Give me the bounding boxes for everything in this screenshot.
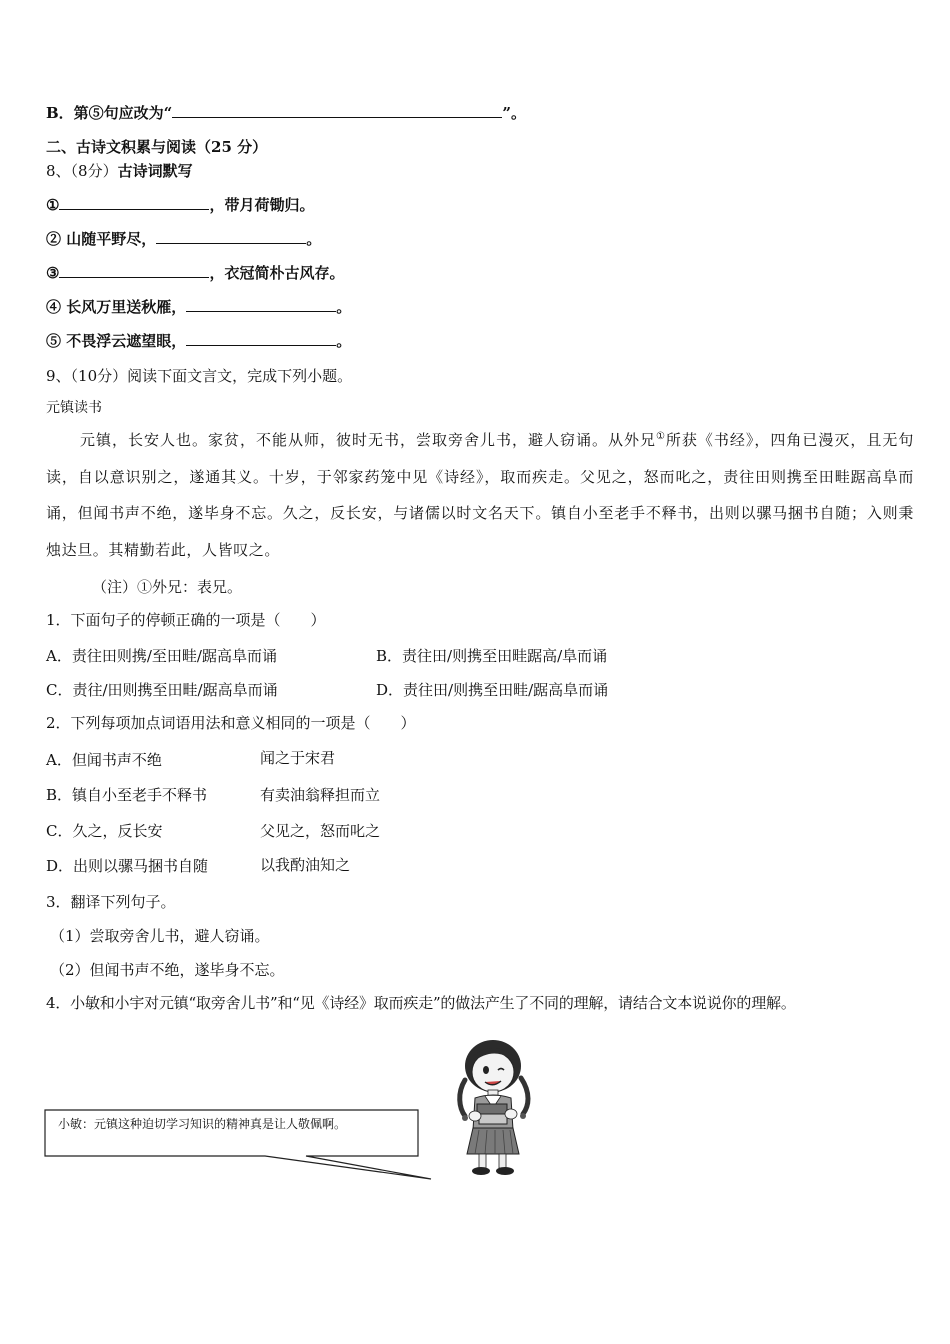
q7-b-prefix: B．第⑤句应改为“ <box>46 104 173 122</box>
q9-number: 9、 <box>46 367 71 385</box>
poem-pre: ① <box>46 196 60 214</box>
girl-illustration <box>455 1038 535 1178</box>
sub2-option-a[interactable]: A．但闻书声不绝 <box>46 751 162 769</box>
q9-header <box>46 366 352 386</box>
poem-pre: ③ <box>46 264 60 282</box>
passage-part-a: 元镇，长安人也。家贫，不能从师，彼时无书，尝取旁舍儿书，避人窃诵。从外兄 <box>80 431 656 449</box>
sub2-option-a-compare: 闻之于宋君 <box>260 749 336 767</box>
sub4-stem: 4．小敏和小宇对元镇“取旁舍儿书”和“见《诗经》取而疾走”的做法产生了不同的理解，请结合文本说说你的理解。 <box>46 994 796 1012</box>
answer-blank[interactable] <box>186 297 336 312</box>
sub2-option-d[interactable]: D．出则以骡马捆书自随 <box>46 857 209 875</box>
answer-blank[interactable] <box>186 331 336 346</box>
sub1-option-a[interactable]: A．责往田则携/至田畦/踞高阜而诵 <box>46 647 277 665</box>
sub2-stem: 2．下列每项加点词语用法和意义相同的一项是（ ） <box>46 714 416 732</box>
answer-blank[interactable] <box>156 229 306 244</box>
poem-pre: ⑤ 不畏浮云遮望眼， <box>46 332 187 350</box>
sub2-option-c[interactable]: C．久之，反长安 <box>46 822 163 840</box>
answer-blank[interactable] <box>59 195 209 210</box>
q9-instruction: 阅读下面文言文，完成下列小题。 <box>127 367 353 385</box>
sub3-item-2: （2）但闻书声不绝，遂毕身不忘。 <box>50 961 285 979</box>
answer-blank[interactable] <box>172 103 502 118</box>
poem-line-4 <box>46 297 351 317</box>
q9-score: （10分） <box>70 367 128 385</box>
answer-blank[interactable] <box>59 263 209 278</box>
section-heading: 二、古诗文积累与阅读（25 分） <box>46 138 268 156</box>
sub1-option-c[interactable]: C．责往/田则携至田畦/踞高阜而诵 <box>46 681 278 699</box>
sub2-option-d-compare: 以我酌油知之 <box>260 856 351 874</box>
passage-body <box>46 422 914 569</box>
sub1-stem: 1．下面句子的停顿正确的一项是（ ） <box>46 611 326 629</box>
q8-number: 8、 <box>46 162 71 180</box>
sub2-option-c-compare: 父见之，怒而叱之 <box>260 822 381 840</box>
poem-post: ，衣冠简朴古风存。 <box>209 264 345 282</box>
poem-line-1 <box>46 195 314 215</box>
poem-post: ，带月荷锄归。 <box>209 196 315 214</box>
footnote-marker: ① <box>655 431 666 442</box>
sub2-option-b[interactable]: B．镇自小至老手不释书 <box>46 786 208 804</box>
passage-part-b: 所获《书经》，四角已漫灭，且无句读，自以意识别之，遂通其义。十岁，于邻家药笼中见《诗经》，取而疾走。父见之，怒而叱之，责往田则携至田畦踞高阜而诵，但闻书声不绝，遂毕身不忘。久之，反长安，与诸儒以时文名天下。镇自小至老手不释书，出则以骡马捆书自随；入则秉烛达旦。其精勤若此，人皆叹之。 <box>46 431 914 560</box>
poem-line-5 <box>46 331 351 351</box>
poem-post: 。 <box>336 332 352 350</box>
sub2-option-b-compare: 有卖油翁释担而立 <box>260 786 381 804</box>
passage-title: 元镇读书 <box>46 400 102 416</box>
sub3-stem: 3．翻译下列句子。 <box>46 893 176 911</box>
poem-post: 。 <box>336 298 352 316</box>
q7-b-suffix: ”。 <box>502 104 526 122</box>
poem-pre: ④ 长风万里送秋雁， <box>46 298 187 316</box>
poem-pre: ② 山随平野尽， <box>46 230 157 248</box>
sub3-item-1: （1）尝取旁舍儿书，避人窃诵。 <box>50 927 270 945</box>
q7-option-b <box>46 103 526 123</box>
q8-header <box>46 161 193 181</box>
sub1-option-d[interactable]: D．责往田/则携至田畦/踞高阜而诵 <box>376 681 609 699</box>
poem-post: 。 <box>306 230 322 248</box>
poem-line-2 <box>46 229 321 249</box>
q8-score: （8分） <box>70 162 118 180</box>
passage-note: （注）①外兄：表兄。 <box>92 578 243 596</box>
bubble-text: 小敏：元镇这种迫切学习知识的精神真是让人敬佩啊。 <box>58 1117 347 1131</box>
sub1-option-b[interactable]: B．责往田/则携至田畦踞高/阜而诵 <box>376 647 608 665</box>
poem-line-3 <box>46 263 344 283</box>
q8-title: 古诗词默写 <box>117 162 193 180</box>
